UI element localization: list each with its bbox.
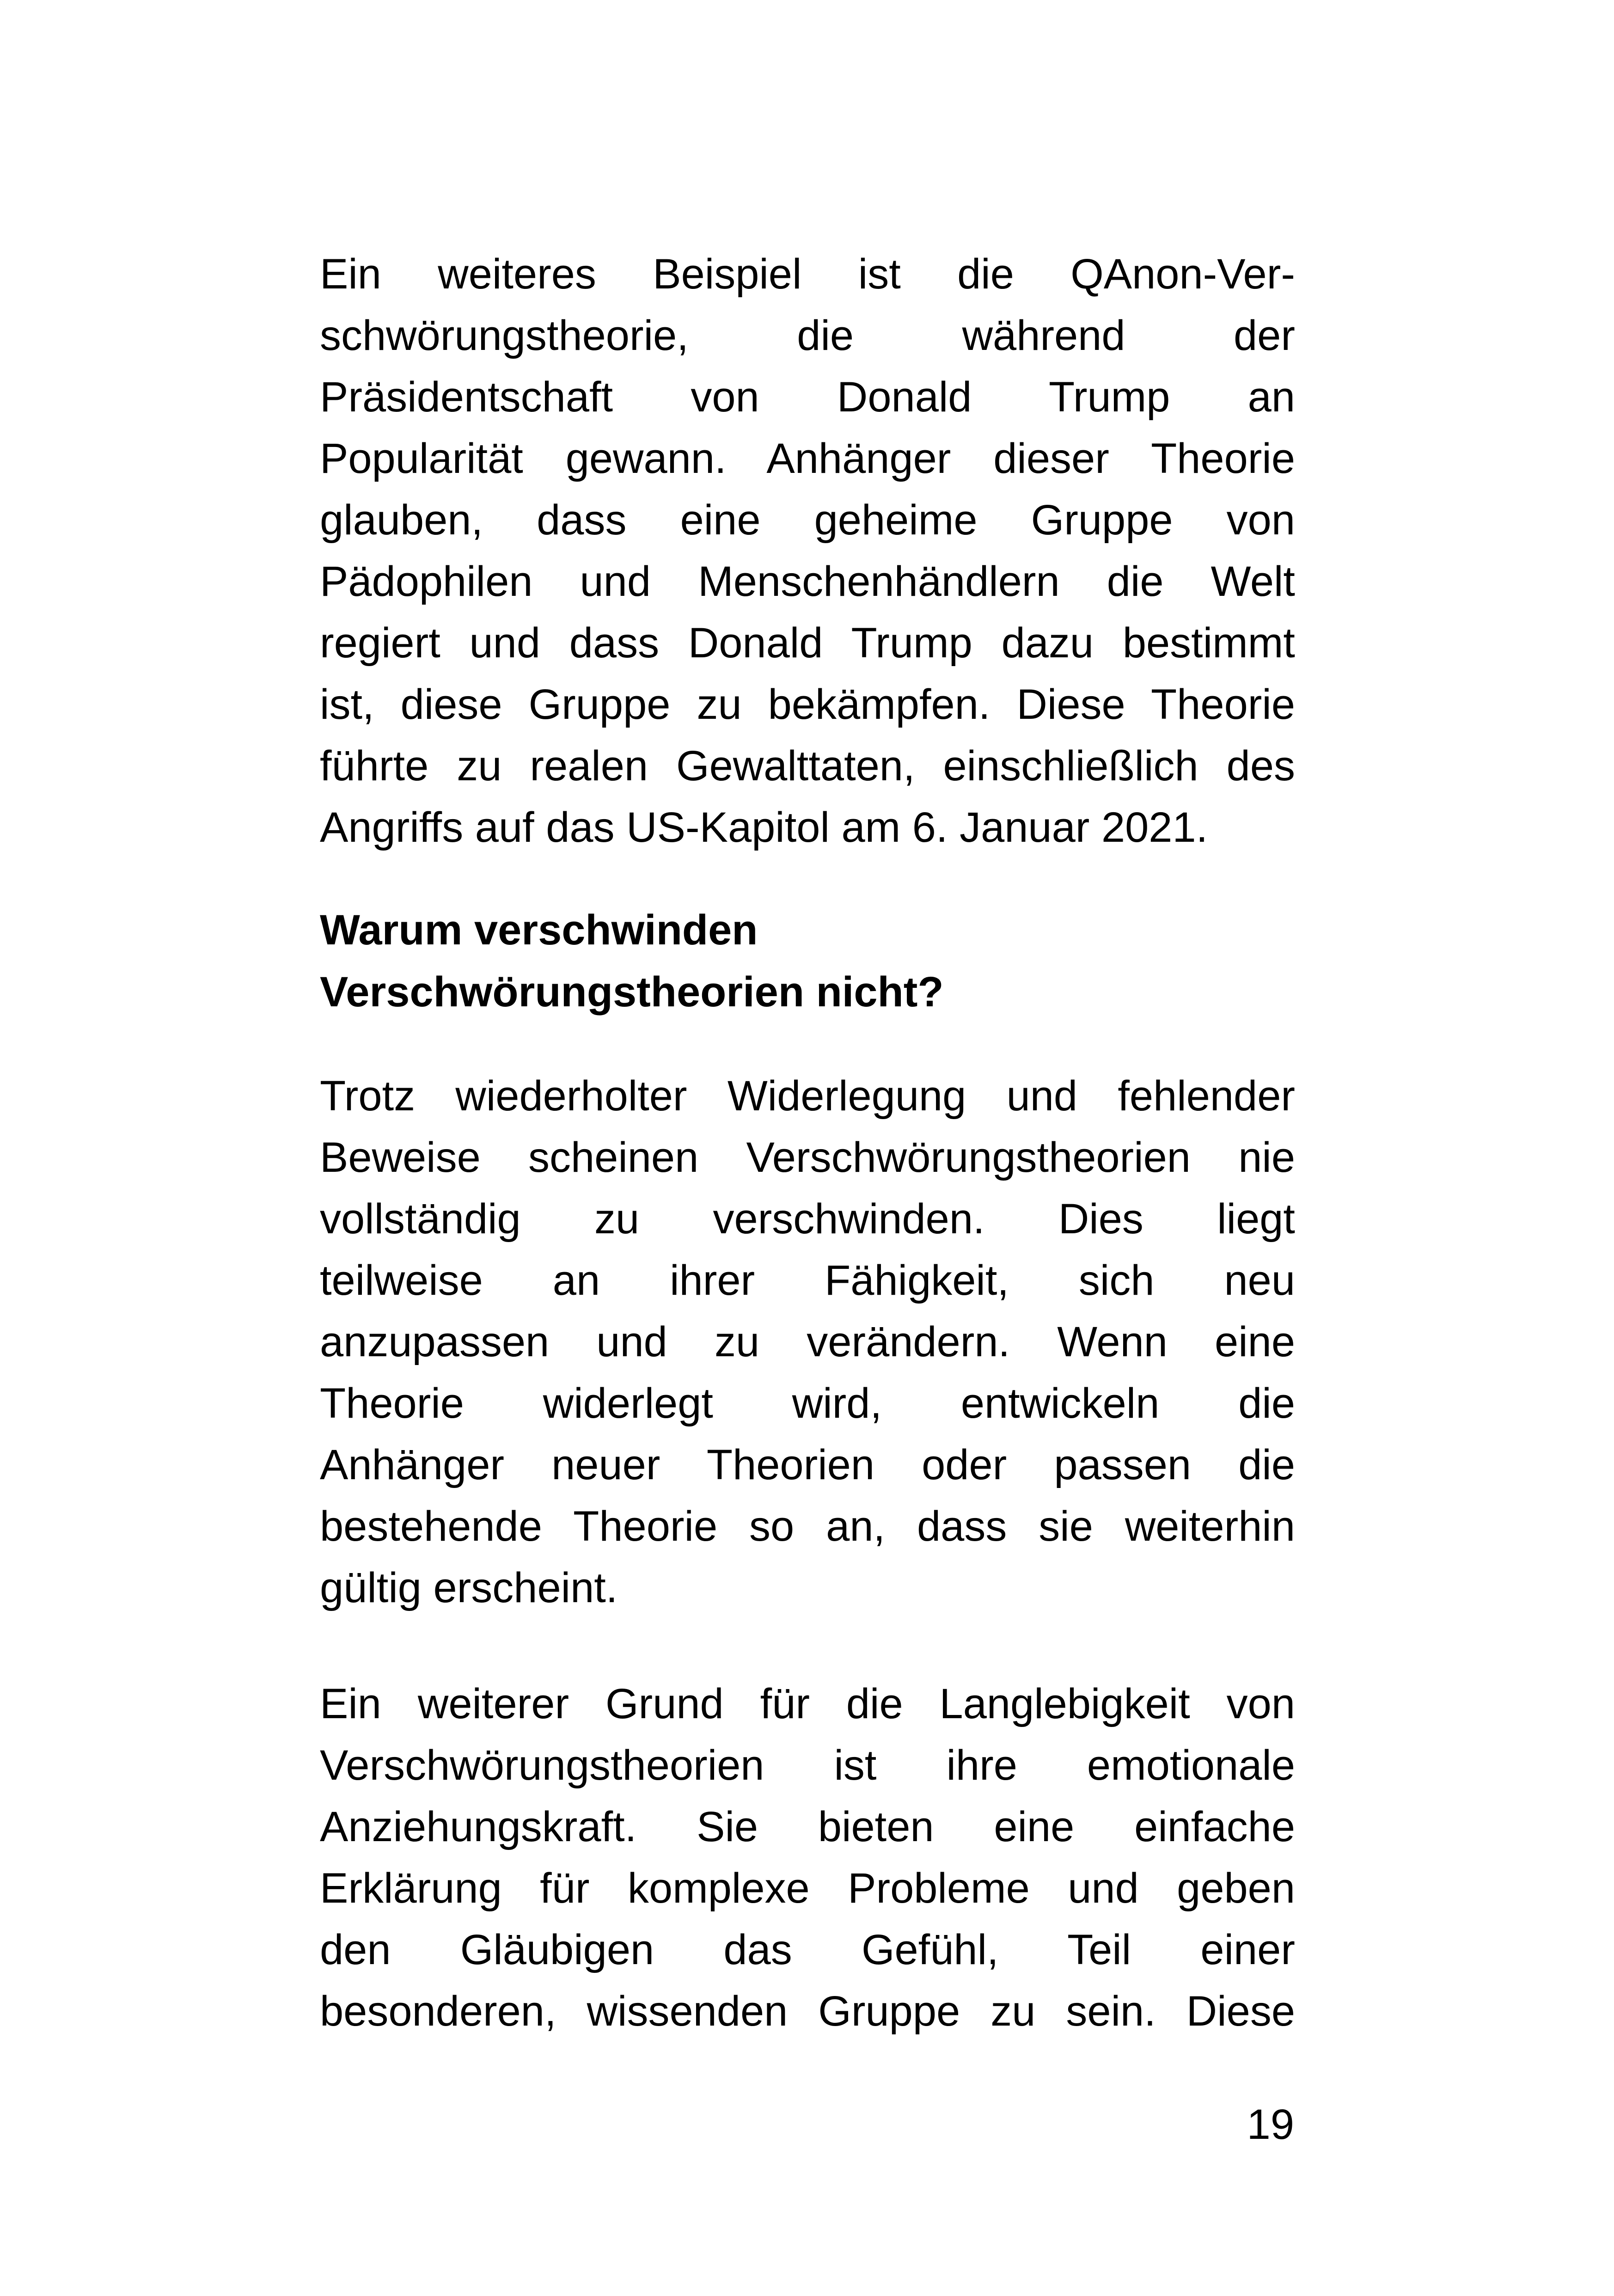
paragraph-line: Angriffs auf das US-Kapitol am 6. Januar 2021. [320,804,1208,851]
paragraph-line: glauben, dass eine geheime Gruppe von [320,496,1295,544]
paragraph-line: Pädophilen und Menschenhändlern die Welt [320,558,1295,605]
heading-line: Warum verschwinden [320,906,758,954]
paragraph-line: bestehende Theorie so an, dass sie weiterhin [320,1503,1295,1550]
paragraph-line: besonderen, wissenden Gruppe zu sein. Diese [320,1988,1295,2035]
paragraph-line: Anziehungskraft. Sie bieten eine einfache [320,1803,1295,1850]
paragraph-qanon [320,244,1295,858]
paragraph-line: schwörungstheorie, die während der [320,312,1295,359]
paragraph-line: ist, diese Gruppe zu bekämpfen. Diese Theorie [320,681,1295,728]
paragraph-line: Popularität gewann. Anhänger dieser Theorie [320,435,1295,482]
paragraph-line: vollständig zu verschwinden. Dies liegt [320,1195,1295,1243]
paragraph-line: führte zu realen Gewalttaten, einschließlich des [320,742,1295,790]
paragraph-line: anzupassen und zu verändern. Wenn eine [320,1318,1295,1365]
paragraph-line: Präsidentschaft von Donald Trump an [320,373,1295,421]
page-number: 19 [1247,2101,1294,2148]
paragraph-line: Theorie widerlegt wird, entwickeln die [320,1380,1295,1427]
paragraph-line: Beweise scheinen Verschwörungstheorien nie [320,1134,1295,1181]
heading-line: Verschwörungstheorien nicht? [320,968,944,1016]
paragraph-line: Ein weiterer Grund für die Langlebigkeit von [320,1680,1295,1727]
paragraph-line: Erklärung für komplexe Probleme und geben [320,1865,1295,1912]
section-heading [320,899,1295,1023]
paragraph-line: Anhänger neuer Theorien oder passen die [320,1441,1295,1488]
paragraph-line: regiert und dass Donald Trump dazu bestimmt [320,619,1295,667]
paragraph-persistence [320,1065,1295,1619]
paragraph-line: Ein weiteres Beispiel ist die QAnon-Ver- [320,251,1295,298]
paragraph-line: Verschwörungstheorien ist ihre emotionale [320,1742,1295,1789]
paragraph-emotional-appeal [320,1673,1295,2042]
paragraph-line: gültig erscheint. [320,1564,618,1611]
paragraph-line: Trotz wiederholter Widerlegung und fehlender [320,1072,1295,1120]
paragraph-line: den Gläubigen das Gefühl, Teil einer [320,1926,1295,1973]
paragraph-line: teilweise an ihrer Fähigkeit, sich neu [320,1257,1295,1304]
